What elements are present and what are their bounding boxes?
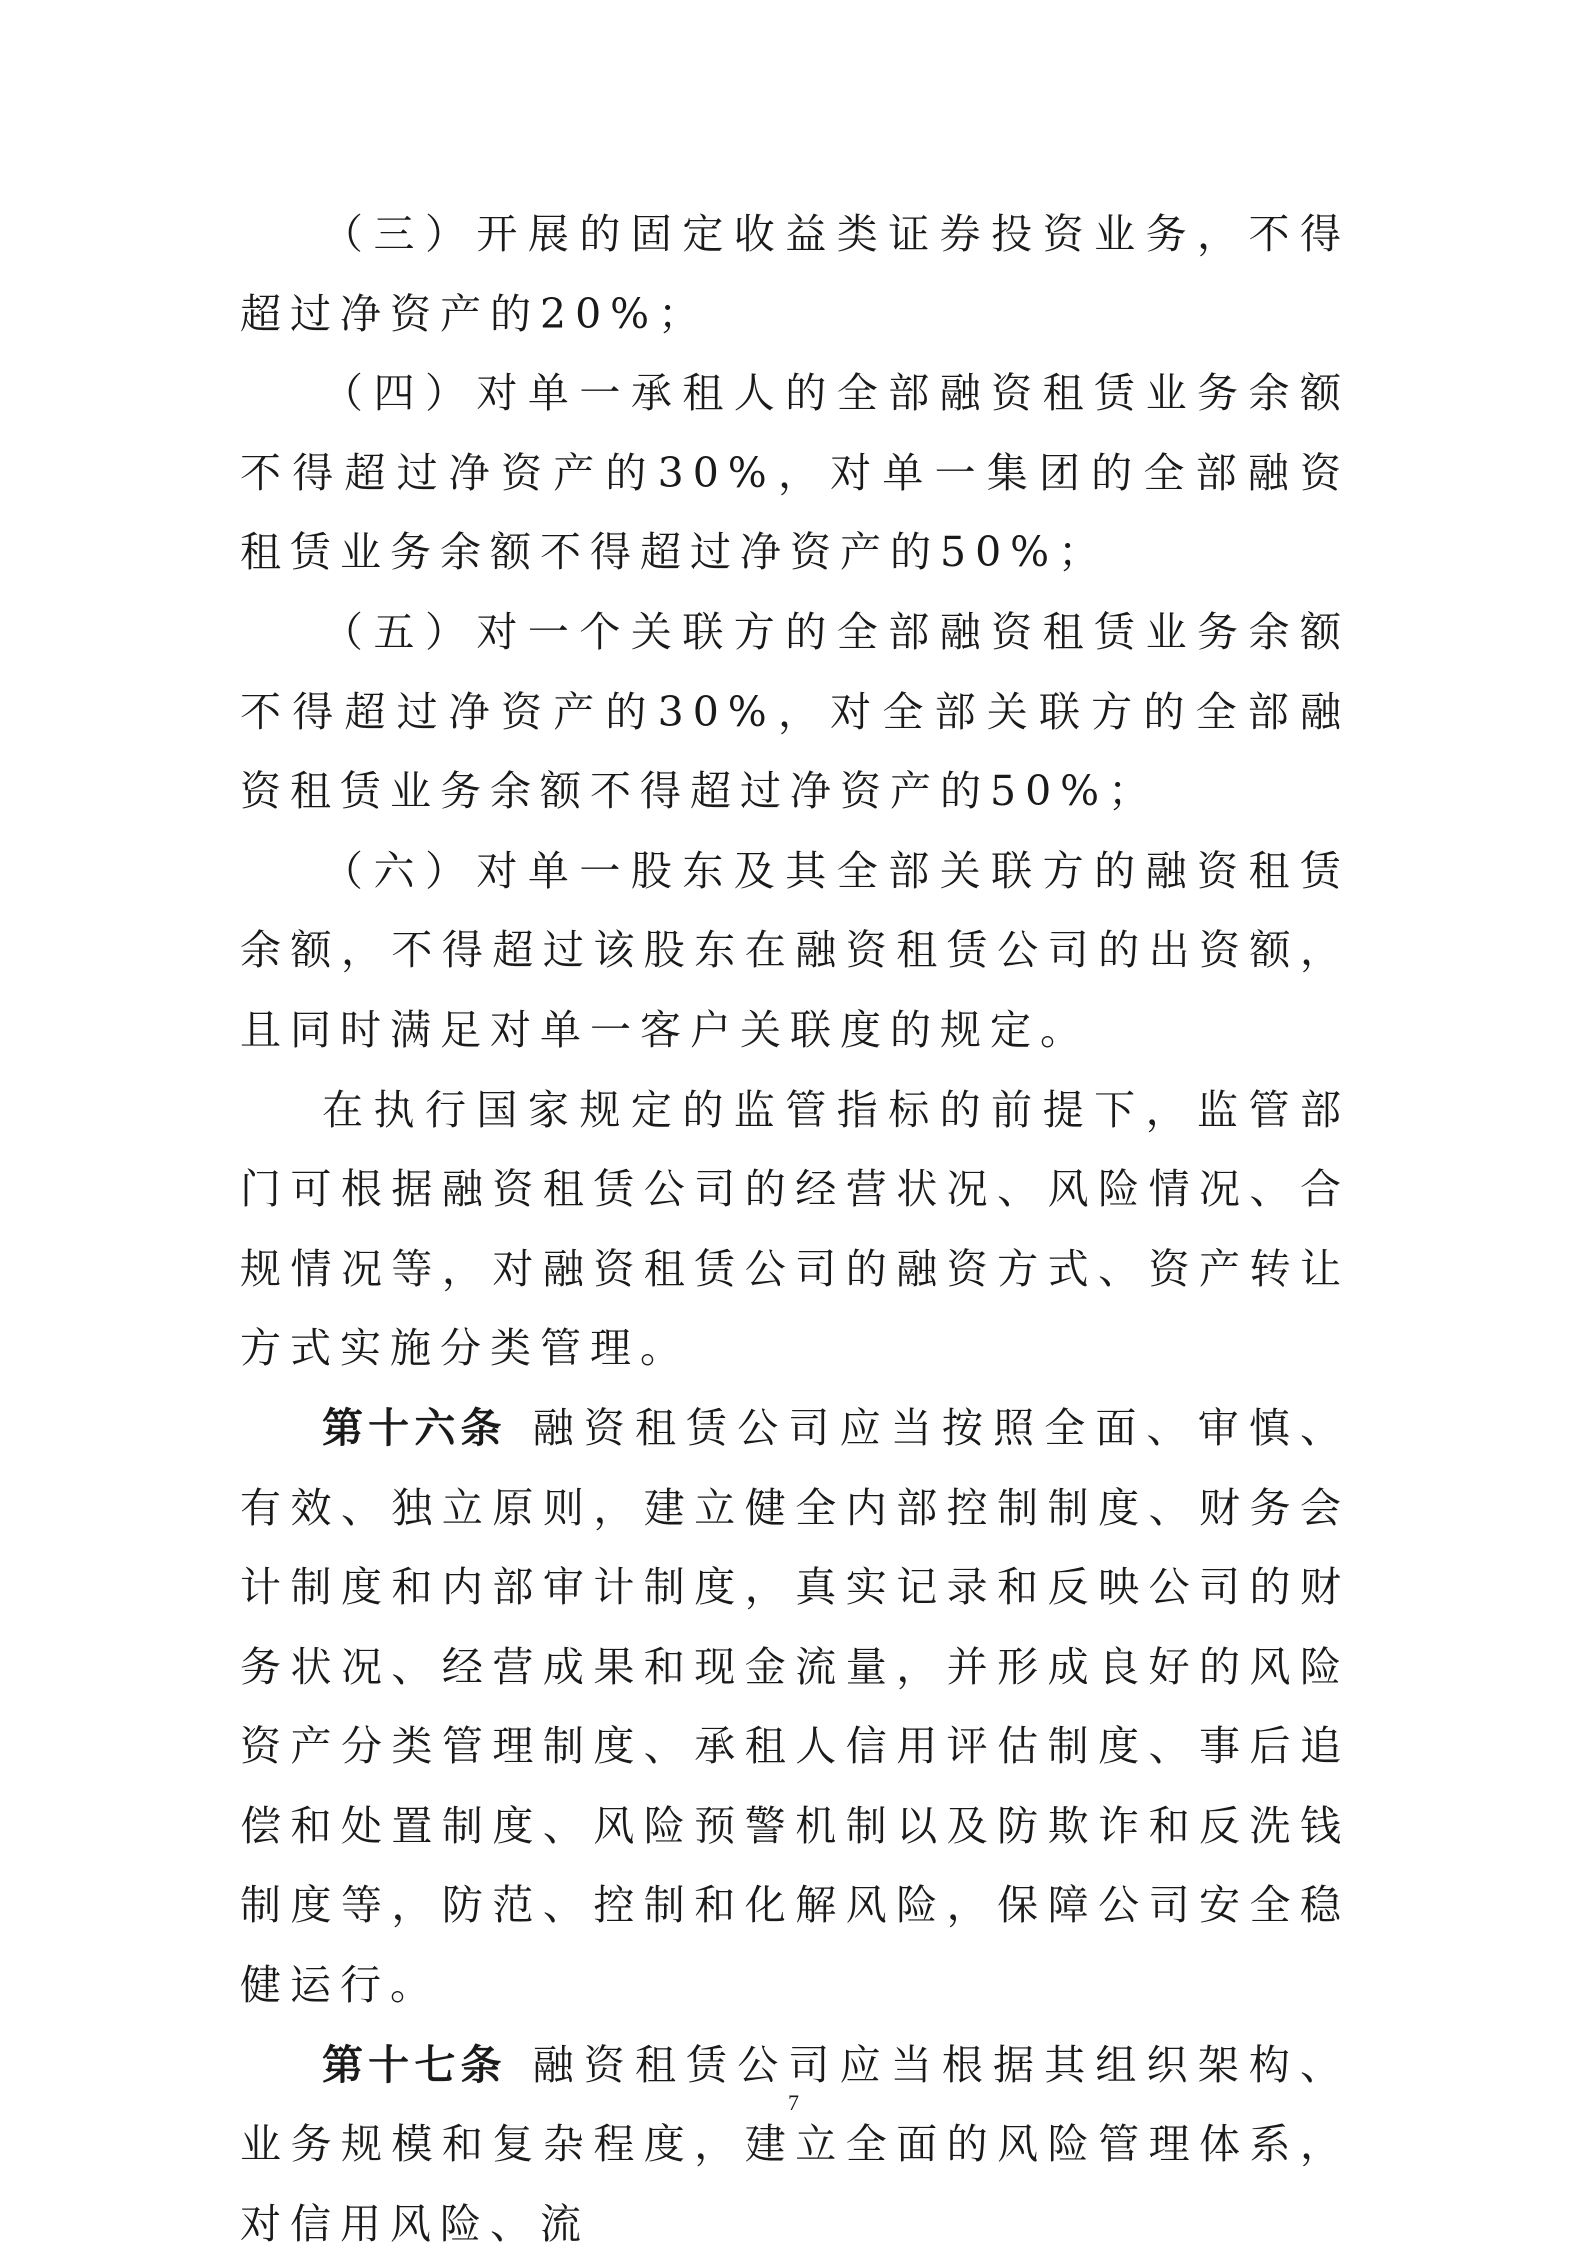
- document-body: [240, 195, 1350, 2264]
- paragraph-text: 在执行国家规定的监管指标的前提下，监管部门可根据融资租赁公司的经营状况、风险情况、合规情况等，对融资租赁公司的融资方式、资产转让方式实施分类管理。: [240, 1085, 1350, 1373]
- paragraph-text: （五）对一个关联方的全部融资租赁业务余额不得超过净资产的30%，对全部关联方的全部融资租赁业务余额不得超过净资产的50%；: [240, 607, 1350, 816]
- article-number: 第十六条: [322, 1403, 507, 1452]
- paragraph-text: （六）对单一股东及其全部关联方的融资租赁余额，不得超过该股东在融资租赁公司的出资额，且同时满足对单一客户关联度的规定。: [240, 846, 1350, 1054]
- article-number: 第十七条: [322, 2040, 507, 2089]
- paragraph-item-5: [240, 593, 1350, 832]
- paragraph-regulatory-note: [240, 1071, 1350, 1389]
- paragraph-text: 融资租赁公司应当根据其组织架构、业务规模和复杂程度，建立全面的风险管理体系，对信用风险、流: [240, 2040, 1351, 2248]
- paragraph-item-6: [240, 832, 1350, 1071]
- paragraph-item-4: [240, 354, 1350, 593]
- paragraph-item-3: [240, 195, 1350, 354]
- article-17: [240, 2026, 1350, 2264]
- article-16: [240, 1389, 1350, 2026]
- page-number: 7: [788, 2090, 799, 2115]
- paragraph-text: 融资租赁公司应当按照全面、审慎、有效、独立原则，建立健全内部控制制度、财务会计制度和内部审计制度，真实记录和反映公司的财务状况、经营成果和现金流量，并形成良好的风险资产分类管理制度、承租人信用评估制度、事后追偿和处置制度、风险预警机制以及防欺诈和反洗钱制度等，防范、控制和化解风险，保障公司安全稳健运行。: [240, 1403, 1351, 2010]
- paragraph-text: （三）开展的固定收益类证券投资业务，不得超过净资产的20%；: [240, 210, 1350, 338]
- paragraph-text: （四）对单一承租人的全部融资租赁业务余额不得超过净资产的30%，对单一集团的全部融资租赁业务余额不得超过净资产的50%；: [240, 369, 1350, 577]
